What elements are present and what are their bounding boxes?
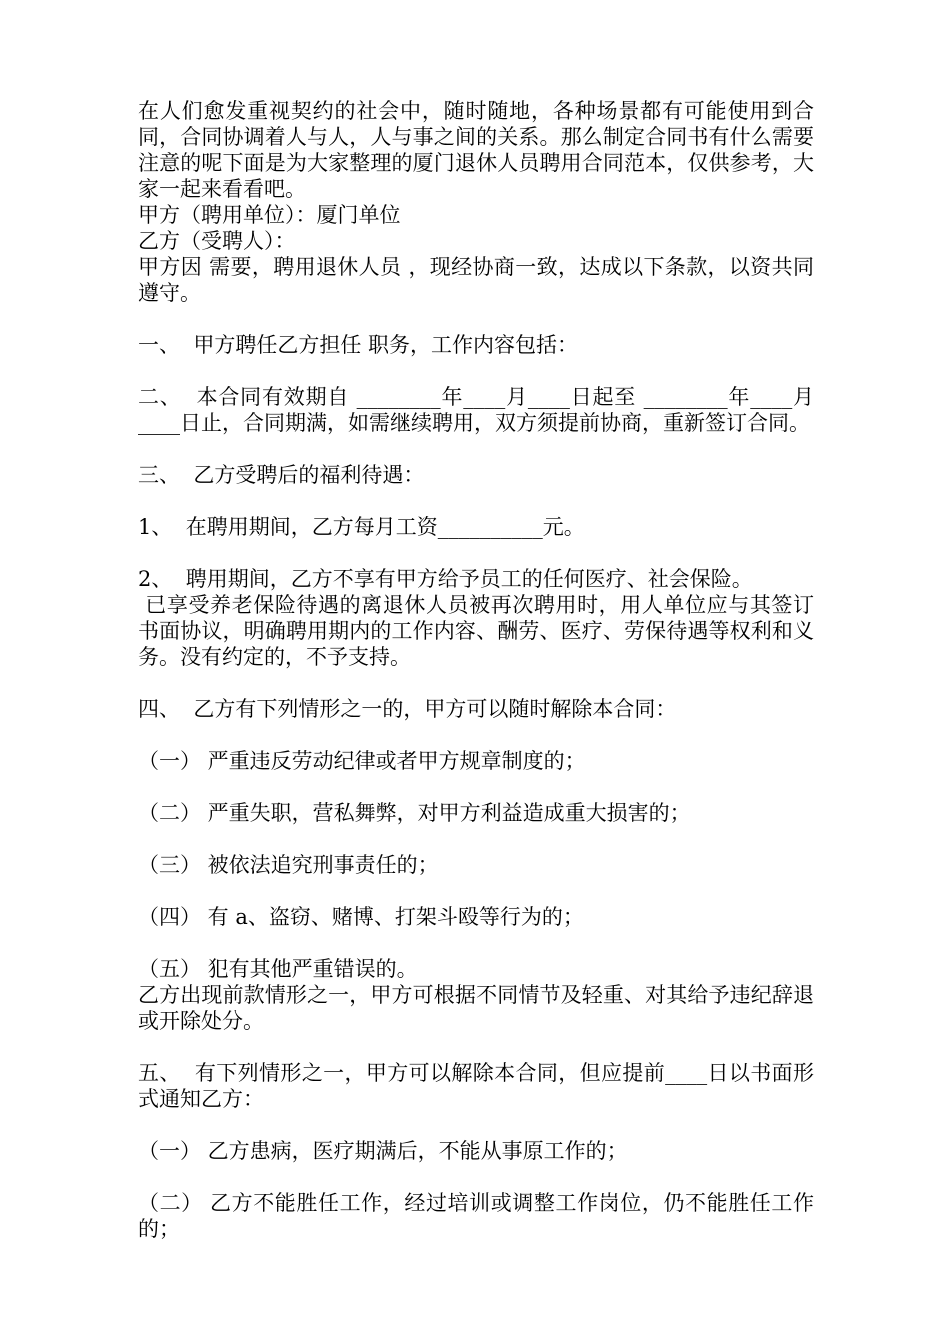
clause-4-item-4: （四） 有 a、盗窃、赌博、打架斗殴等行为的； <box>138 905 584 929</box>
blank-line <box>138 878 814 904</box>
clause-4-item-1: （一） 严重违反劳动纪律或者甲方规章制度的； <box>138 749 586 773</box>
blank-line <box>138 1034 814 1060</box>
clause-4: 四、 乙方有下列情形之一的，甲方可以随时解除本合同： <box>138 697 677 721</box>
clause-5: 五、 有下列情形之一，甲方可以解除本合同，但应提前____日以书面形式通知乙方： <box>138 1061 814 1111</box>
blank-line <box>138 670 814 696</box>
clause-3-item-1: 1、 在聘用期间，乙方每月工资__________元。 <box>138 515 585 539</box>
clause-3-item-2: 2、 聘用期间，乙方不享有甲方给予员工的任何医疗、社会保险。 <box>138 567 753 591</box>
clause-5-item-1: （一） 乙方患病，医疗期满后，不能从事原工作的； <box>138 1139 628 1163</box>
clause-5-item-2: （二） 乙方不能胜任工作，经过培训或调整工作岗位，仍不能胜任工作的； <box>138 1191 814 1241</box>
clause-3-note: 已享受养老保险待遇的离退休人员被再次聘用时，用人单位应与其签订书面协议，明确聘用期内的工作内容、酬劳、医疗、劳保待遇等权利和义务。没有约定的，不予支持。 <box>138 593 815 669</box>
document-body <box>138 98 814 1242</box>
clause-3: 三、 乙方受聘后的福利待遇： <box>138 463 425 487</box>
blank-line <box>138 540 814 566</box>
blank-line <box>138 358 814 384</box>
blank-line <box>138 1164 814 1190</box>
clause-4-item-5: （五） 犯有其他严重错误的。 <box>138 957 418 981</box>
blank-line <box>138 826 814 852</box>
clause-4-item-2: （二） 严重失职，营私舞弊，对甲方利益造成重大损害的； <box>138 801 691 825</box>
party-a-line: 甲方（聘用单位）：厦门单位 <box>138 203 401 227</box>
blank-line <box>138 488 814 514</box>
clause-1: 一、 甲方聘任乙方担任 职务，工作内容包括： <box>138 333 579 357</box>
blank-line <box>138 722 814 748</box>
clause-4-item-3: （三） 被依法追究刑事责任的； <box>138 853 439 877</box>
blank-line <box>138 930 814 956</box>
clause-2: 二、 本合同有效期自 ________年____月____日起至 ________年____月____日止，合同期满，如需继续聘用，双方须提前协商，重新签订合同。 <box>138 385 814 435</box>
blank-line <box>138 306 814 332</box>
blank-line <box>138 1112 814 1138</box>
blank-line <box>138 436 814 462</box>
clause-4-note: 乙方出现前款情形之一，甲方可根据不同情节及轻重、对其给予违纪辞退或开除处分。 <box>138 983 814 1033</box>
party-b-line: 乙方（受聘人）： <box>138 229 296 253</box>
blank-line <box>138 774 814 800</box>
agreement-paragraph: 甲方因 需要，聘用退休人员 ，现经协商一致，达成以下条款，以资共同遵守。 <box>138 255 814 305</box>
intro-paragraph: 在人们愈发重视契约的社会中，随时随地，各种场景都有可能使用到合同，合同协调着人与人，人与事之间的关系。那么制定合同书有什么需要注意的呢下面是为大家整理的厦门退休人员聘用合同范本，仅供参考，大家一起来看看吧。 <box>138 99 814 201</box>
